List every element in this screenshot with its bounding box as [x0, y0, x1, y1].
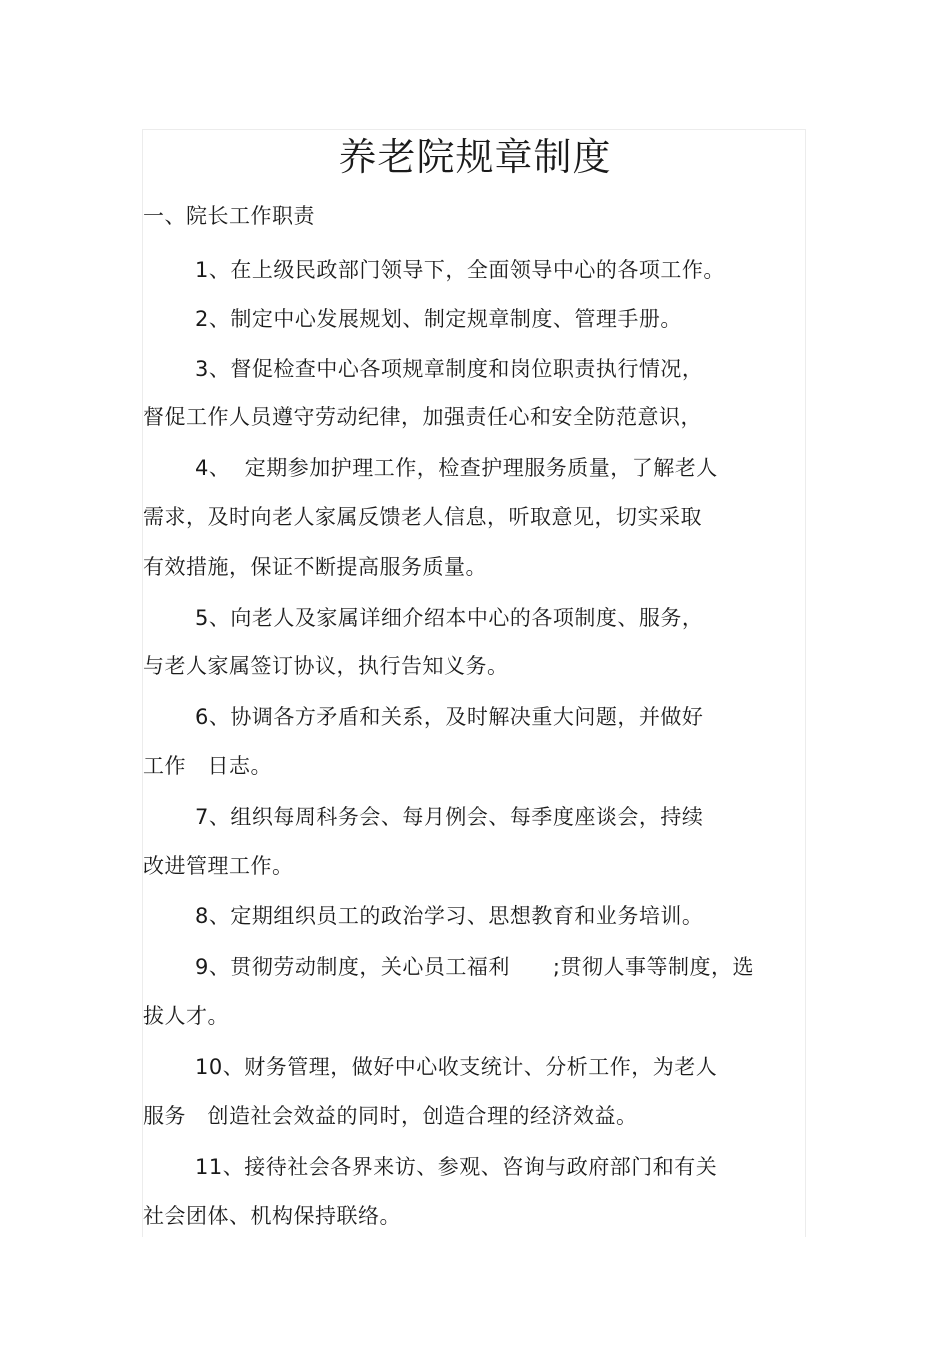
duty-line: 4、 定期参加护理工作，检查护理服务质量，了解老人	[195, 456, 718, 480]
duty-line: 3、督促检查中心各项规章制度和岗位职责执行情况，	[195, 357, 704, 381]
duty-line: 工作 日志。	[143, 754, 273, 778]
duty-line: 改进管理工作。	[143, 854, 294, 878]
duty-line: 服务 创造社会效益的同时，创造合理的经济效益。	[143, 1104, 638, 1128]
section-heading: 一、院长工作职责	[143, 204, 315, 228]
duty-line: 8、定期组织员工的政治学习、思想教育和业务培训。	[195, 904, 704, 928]
duty-line: 5、向老人及家属详细介绍本中心的各项制度、服务，	[195, 606, 704, 630]
duty-line: 社会团体、机构保持联络。	[143, 1204, 401, 1228]
duty-line: 7、组织每周科务会、每月例会、每季度座谈会，持续	[195, 805, 704, 829]
duty-line: 督促工作人员遵守劳动纪律，加强责任心和安全防范意识，	[143, 405, 702, 429]
duty-line: 1、在上级民政部门领导下，全面领导中心的各项工作。	[195, 258, 725, 282]
duty-line: 2、制定中心发展规划、制定规章制度、管理手册。	[195, 307, 682, 331]
duty-line: 9、贯彻劳动制度，关心员工福利 ;贯彻人事等制度，选	[195, 955, 754, 979]
duty-line: 6、协调各方矛盾和关系，及时解决重大问题，并做好	[195, 705, 704, 729]
duty-line: 与老人家属签订协议，执行告知义务。	[143, 654, 509, 678]
duty-line: 10、财务管理，做好中心收支统计、分析工作，为老人	[195, 1055, 718, 1079]
duty-line: 拔人才。	[143, 1004, 229, 1028]
document-title: 养老院规章制度	[338, 135, 612, 179]
duty-line: 有效措施，保证不断提高服务质量。	[143, 555, 487, 579]
duty-line: 11、接待社会各界来访、参观、咨询与政府部门和有关	[195, 1155, 718, 1179]
duty-line: 需求，及时向老人家属反馈老人信息，听取意见，切实采取	[143, 505, 702, 529]
